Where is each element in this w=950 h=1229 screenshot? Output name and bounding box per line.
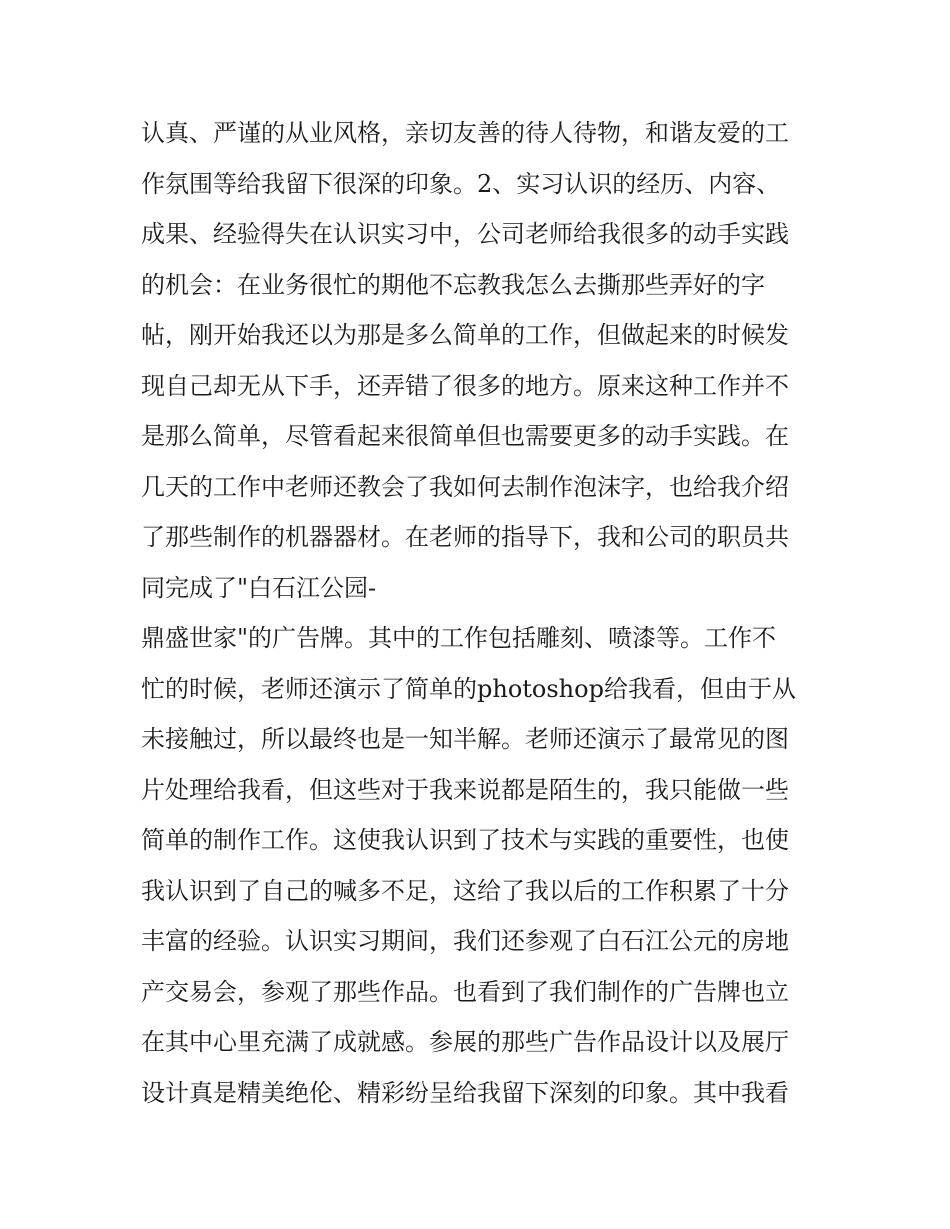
body-text xyxy=(141,108,821,1118)
text-line: 成果、经验得失在认识实习中，公司老师给我很多的动手实践 xyxy=(141,220,789,248)
text-line: 同完成了"白石江公园- xyxy=(141,573,377,602)
text-line: 丰富的经验。认识实习期间，我们还参观了白石江公元的房地 xyxy=(141,927,789,955)
text-line: 几天的工作中老师还教会了我如何去制作泡沫字，也给我介绍 xyxy=(141,472,789,501)
text-line: 是那么简单，尽管看起来很简单但也需要更多的动手实践。在 xyxy=(141,422,789,450)
text-line: 片处理给我看，但这些对于我来说都是陌生的，我只能做一些 xyxy=(141,775,789,804)
text-line: 认真、严谨的从业风格，亲切友善的待人待物，和谐友爱的工 xyxy=(141,119,789,147)
text-line: 帖，刚开始我还以为那是多么简单的工作，但做起来的时候发 xyxy=(141,321,789,349)
text-line: 鼎盛世家"的广告牌。其中的工作包括雕刻、喷漆等。工作不 xyxy=(141,624,777,652)
text-line: 设计真是精美绝伦、精彩纷呈给我留下深刻的印象。其中我看 xyxy=(141,1078,789,1107)
text-line: 在其中心里充满了成就感。参展的那些广告作品设计以及展厅 xyxy=(141,1028,789,1056)
text-line: 未接触过，所以最终也是一知半解。老师还演示了最常见的图 xyxy=(141,725,789,753)
text-line: 了那些制作的机器器材。在老师的指导下，我和公司的职员共 xyxy=(141,523,789,551)
text-line: 简单的制作工作。这使我认识到了技术与实践的重要性，也使 xyxy=(141,826,789,854)
text-line: 的机会：在业务很忙的期他不忘教我怎么去撕那些弄好的字 xyxy=(141,270,765,299)
text-line: 我认识到了自己的喊多不足，这给了我以后的工作积累了十分 xyxy=(141,876,789,905)
text-line: 产交易会，参观了那些作品。也看到了我们制作的广告牌也立 xyxy=(141,977,789,1006)
text-line: 忙的时候，老师还演示了简单的photoshop给我看，但由于从 xyxy=(141,674,796,703)
text-line: 作氛围等给我留下很深的印象。2、实习认识的经历、内容、 xyxy=(141,169,781,198)
text-line: 现自己却无从下手，还弄错了很多的地方。原来这种工作并不 xyxy=(141,371,789,400)
